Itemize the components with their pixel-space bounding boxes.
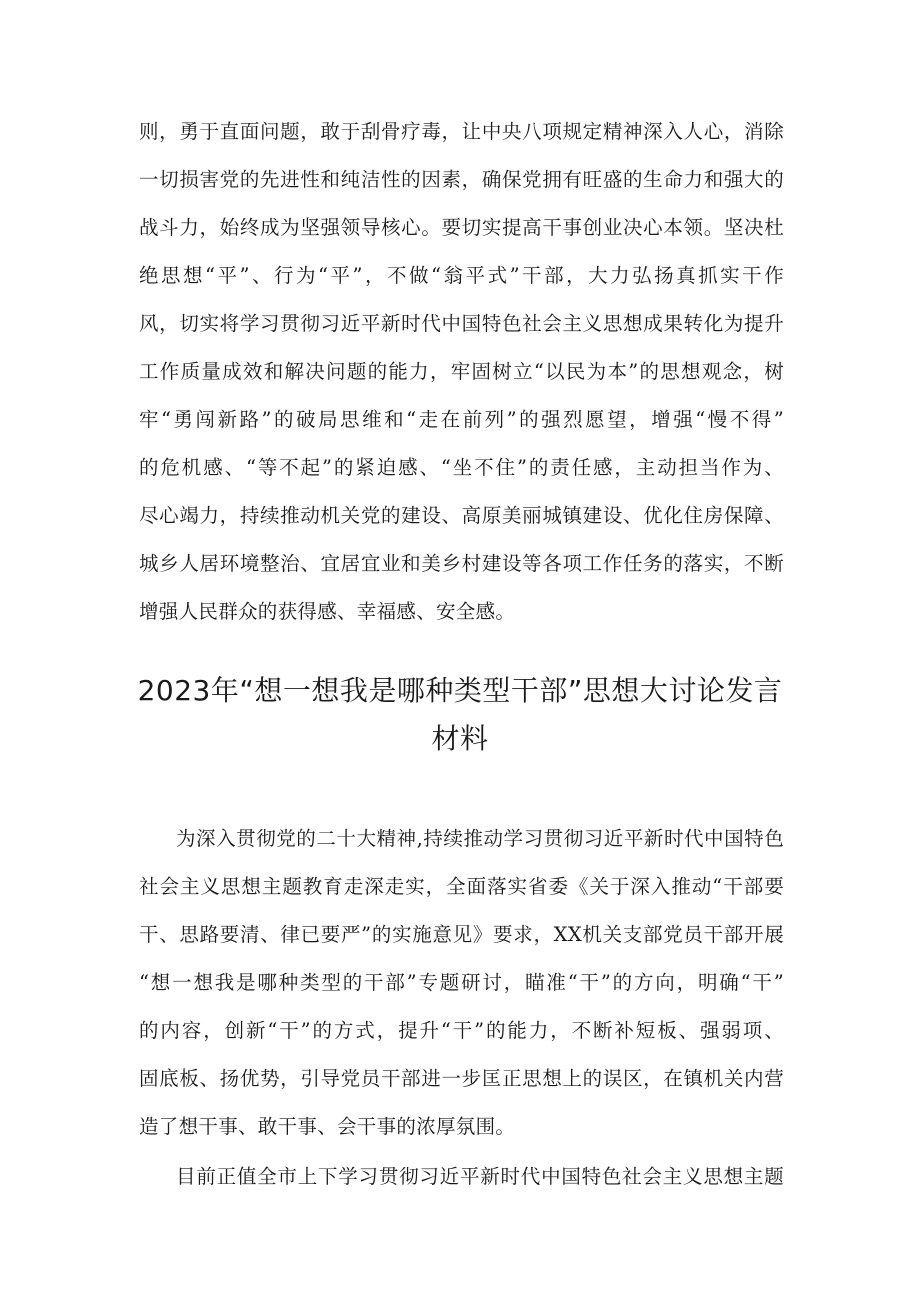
text-line: 一切损害党的先进性和纯洁性的因素，确保党拥有旺盛的生命力和强大的 [139, 168, 784, 191]
text-line: 干、思路要清、律已要严”的实施意见》要求，XX机关支部党员干部开展 [139, 923, 784, 946]
text-line: 工作质量成效和解决问题的能力，牢固树立“以民为本”的思想观念，树 [139, 360, 784, 383]
text-line: 的危机感、“等不起”的紧迫感、“坐不住”的责任感，主动担当作为、 [139, 456, 784, 479]
text-line: 城乡人居环境整治、宜居宜业和美乡村建设等各项工作任务的落实，不断 [139, 552, 784, 575]
text-line: 则，勇于直面问题，敢于刮骨疗毒，让中央八项规定精神深入人心，消除 [139, 120, 784, 143]
text-line: 牢“勇闯新路”的破局思维和“走在前列”的强烈愿望，增强“慢不得” [139, 408, 784, 431]
text-line: 社会主义思想主题教育走深走实，全面落实省委《关于深入推动“干部要 [139, 875, 784, 898]
text-line: 造了想干事、敢干事、会干事的浓厚氛围。 [139, 1115, 516, 1138]
heading-line-2: 材料 [431, 722, 489, 755]
text-line: 的内容，创新“干”的方式，提升“干”的能力，不断补短板、强弱项、 [139, 1019, 784, 1042]
text-line: 目前正值全市上下学习贯彻习近平新时代中国特色社会主义思想主题 [176, 1165, 784, 1188]
heading-line-1: 2023年“想一想我是哪种类型干部”思想大讨论发言 [137, 674, 783, 707]
text-line: 战斗力，始终成为坚强领导核心。要切实提高干事创业决心本领。坚决杜 [139, 216, 784, 239]
text-line: 增强人民群众的获得感、幸福感、安全感。 [139, 600, 516, 623]
text-line: 风，切实将学习贯彻习近平新时代中国特色社会主义思想成果转化为提升 [139, 312, 784, 335]
text-line: “想一想我是哪种类型的干部”专题研讨，瞄准“干”的方向，明确“干” [139, 971, 784, 994]
text-line: 绝思想“平”、行为“平”，不做“翁平式”干部，大力弘扬真抓实干作 [139, 264, 784, 287]
text-line: 为深入贯彻党的二十大精神,持续推动学习贯彻习近平新时代中国特色 [176, 827, 784, 850]
text-line: 固底板、扬优势，引导党员干部进一步匡正思想上的误区，在镇机关内营 [139, 1067, 784, 1090]
text-line: 尽心竭力，持续推动机关党的建设、高原美丽城镇建设、优化住房保障、 [139, 504, 784, 527]
